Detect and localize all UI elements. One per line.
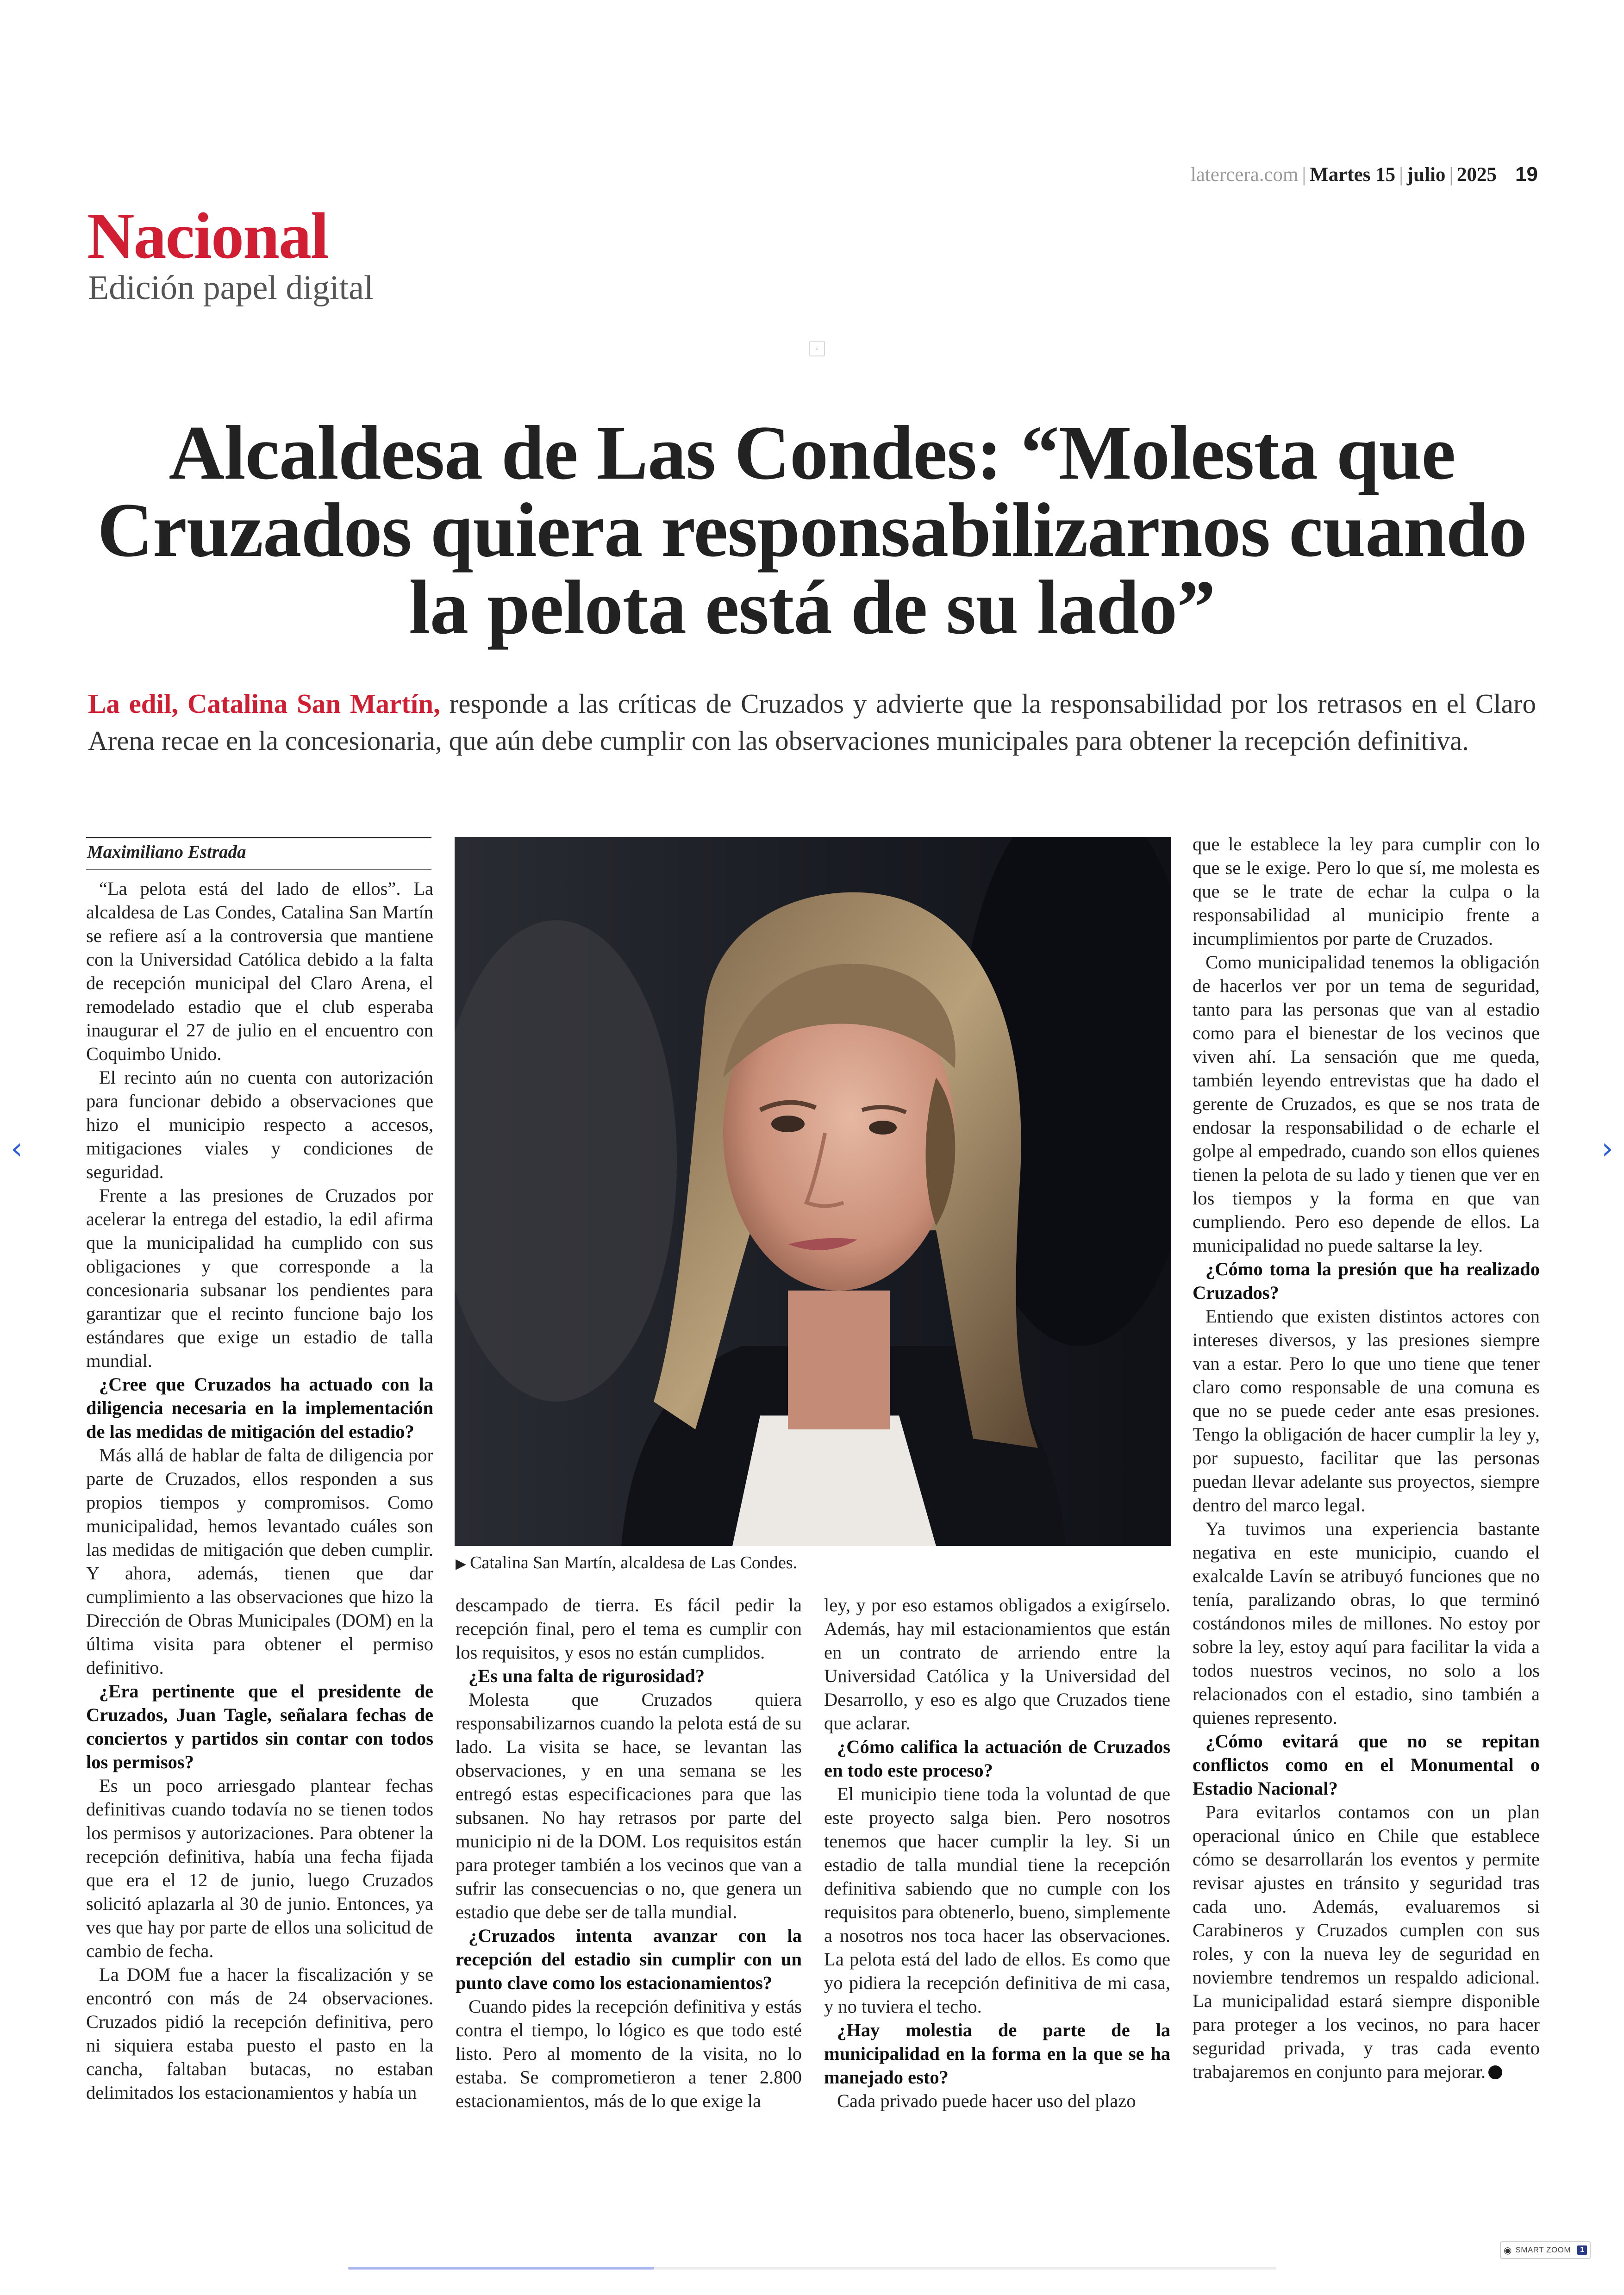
article-paragraph: Ya tuvimos una experiencia bastante negativa en este municipio, cuando el exalcalde Lavín se atribuyó funciones que no tenía, paralizando obras, lo que terminó costándonos miles de millones. No estoy por sobre la ley, estoy aquí para facilitar la vida a todos nuestros vecinos, no solo a los relacionados con el estadio, sino también a quienes represento. bbox=[1193, 1518, 1540, 1728]
interview-question: ¿Cree que Cruzados ha actuado con la diligencia necesaria en la implementación de las medidas de mitigación del estadio? bbox=[86, 1374, 433, 1442]
article-paragraph: Frente a las presiones de Cruzados por acelerar la entrega del estadio, la edil afirma que la municipalidad ha cumplido con sus obligaciones y que corresponde a la concesionaria subsanar los pendientes para garantizar que el recinto funcione bajo los estándares que exige un estadio de talla mundial. bbox=[86, 1185, 433, 1371]
article-column-2 bbox=[456, 1593, 802, 2113]
article-paragraph: descampado de tierra. Es fácil pedir la recepción final, pero el tema es cumplir con los requisitos, y esos no están cumplidos. bbox=[456, 1595, 802, 1663]
article-column-1 bbox=[86, 877, 433, 2104]
deck-lead: La edil, Catalina San Martín, bbox=[88, 688, 440, 719]
article-paragraph: Cuando pides la recepción definitiva y estás contra el tiempo, lo lógico es que todo esté listo. Pero al momento de la visita, no lo estaba. Se comprometieron a tener 2.800 estacionamientos, más de lo que exige la bbox=[456, 1996, 802, 2111]
eye-icon: ◉ bbox=[1504, 2245, 1512, 2256]
byline-rule-top bbox=[86, 837, 431, 838]
ad-marker-icon: ▫ bbox=[809, 341, 825, 356]
article-paragraph: Como municipalidad tenemos la obligación de hacerlos ver por un tema de seguridad, tanto para las personas que van al estadio como para el bienestar de los vecinos que viven ahí. La sensación que me queda, también leyendo entrevistas que ha dado el gerente de Cruzados, es que se nos trata de endosar la responsabilidad o de echarle el golpe al empedrado, cuando son ellos quienes tienen la pelota de su lado y tienen que ver en los tiempos y la forma en que van cumpliendo. Pero eso depende de ellos. La municipalidad no puede saltarse la ley. bbox=[1193, 952, 1540, 1256]
article-paragraph: “La pelota está del lado de ellos”. La alcaldesa de Las Condes, Catalina San Martín se refiere así a la controversia que mantiene con la Universidad Católica debido a la falta de recepción municipal del Claro Arena, el remodelado estadio que el club esperaba inaugurar el 27 de julio en el encuentro con Coquimbo Unido. bbox=[86, 878, 433, 1064]
byline-rule-bottom bbox=[86, 869, 431, 870]
folio-day: Martes 15 bbox=[1310, 164, 1396, 186]
article-paragraph: Es un poco arriesgado plantear fechas definitivas cuando todavía no se tienen todos los permisos y autorizaciones. Para obtener la recepción definitiva, había una fecha fijada que era el 12 de junio, luego Cruzados solicitó aplazarla al 30 de junio. Entonces, ya ves que hay por parte de ellos una solicitud de cambio de fecha. bbox=[86, 1775, 433, 1961]
article-paragraph: Molesta que Cruzados quiera responsabilizarnos cuando la pelota está de su lado. La visita se hace, se levantan las observaciones, y en una semana se les entregó estas especificaciones para que las subsanen. No hay retrasos por parte del municipio ni de la DOM. Los requisitos están para proteger también a los vecinos que van a sufrir las consecuencias o no, que genera un estadio que debe ser de talla mundial. bbox=[456, 1689, 802, 1922]
smart-zoom-count: 1 bbox=[1577, 2245, 1587, 2255]
chevron-right-icon[interactable]: › bbox=[1601, 1132, 1613, 1166]
caption-text: Catalina San Martín, alcaldesa de Las Condes. bbox=[470, 1553, 798, 1572]
interview-question: ¿Cómo toma la presión que ha realizado Cruzados? bbox=[1193, 1259, 1540, 1303]
smart-zoom-label: SMART ZOOM bbox=[1515, 2245, 1571, 2254]
deck-text: responde a las críticas de Cruzados y advierte que la responsabilidad por los retrasos en el Claro Arena recae en la concesionaria, que aún debe cumplir con las observaciones municipales para obtener la recepción definitiva. bbox=[88, 688, 1537, 756]
article-column-3 bbox=[824, 1593, 1170, 2113]
portrait-illustration bbox=[455, 837, 1171, 1546]
article-paragraph: El municipio tiene toda la voluntad de que este proyecto salga bien. Pero nosotros tenemos que hacer cumplir la ley. Si un estadio de talla mundial tiene la recepción definitiva sabiendo que no cumple con los requisitos para obtenerlo, bueno, simplemente a nosotros nos toca hacer las observaciones. La pelota está del lado de ellos. Es como que yo pidiera la recepción definitiva de mi casa, y no tuviera el techo. bbox=[824, 1784, 1170, 2017]
photo-caption bbox=[456, 1552, 1171, 1575]
article-paragraph: Más allá de hablar de falta de diligencia por parte de Cruzados, ellos responden a sus propios tiempos y compromisos. Como municipalidad, hemos levantado cuáles son las medidas de mitigación que deben cumplir. Y ahora, además, tienen que dar cumplimiento a las observaciones que hizo la Dirección de Obras Municipales (DOM) en la última visita para obtener el permiso definitivo. bbox=[86, 1445, 433, 1678]
article-headline: Alcaldesa de Las Condes: “Molesta que Cruzados quiera responsabilizarnos cuando la pelota está de su lado” bbox=[97, 410, 1527, 650]
article-paragraph: Entiendo que existen distintos actores con intereses diversos, y las presiones siempre van a estar. Pero lo que uno tiene que tener claro como responsable de una comuna es que no se puede ceder ante esas presiones. Tengo la obligación de hacer cumplir la ley y, por supuesto, facilitar que las personas puedan llevar adelante sus proyectos, siempre dentro del marco legal. bbox=[1193, 1306, 1540, 1515]
interview-question: ¿Hay molestia de parte de la municipalidad en la forma en la que se ha manejado esto? bbox=[824, 2020, 1170, 2088]
edition-label: Edición papel digital bbox=[88, 269, 374, 307]
byline: Maximiliano Estrada bbox=[87, 842, 246, 862]
end-mark-icon bbox=[1488, 2065, 1502, 2079]
interview-question: ¿Cómo califica la actuación de Cruzados en todo este proceso? bbox=[824, 1736, 1170, 1781]
article-paragraph: La DOM fue a hacer la fiscalización y se encontró con más de 24 observaciones. Cruzados pidió la recepción definitiva, pero ni siquiera estaba puesto el pasto en la cancha, faltaban butacas, no estaban delimitados los estacionamientos y había un bbox=[86, 1964, 433, 2103]
page-number: 19 bbox=[1515, 163, 1538, 186]
article-paragraph: Para evitarlos contamos con un plan operacional único en Chile que establece cómo se desarrollarán los eventos y permite revisar ajustes en tránsito y seguridad tras cada uno. Además, evaluaremos si Carabineros y Cruzados cumplen con sus roles, y con la nueva ley de seguridad en noviembre tendremos un respaldo adicional. La municipalidad estará siempre disponible para proteger a los vecinos, no para hacer seguridad privada, y tras cada evento trabajaremos en conjunto para mejorar. bbox=[1193, 1802, 1540, 2082]
page-progress-fill bbox=[348, 2267, 654, 2270]
article-paragraph: Cada privado puede hacer uso del plazo bbox=[837, 2090, 1136, 2111]
site-name: latercera.com bbox=[1190, 164, 1299, 186]
article-paragraph: ley, y por eso estamos obligados a exigírselo. Además, hay mil estacionamientos que están en un contrato de arriendo entre la Universidad Católica y la Universidad del Desarrollo, y eso es algo que Cruzados tiene que aclarar. bbox=[824, 1595, 1170, 1734]
folio-line: latercera.com | Martes 15 | julio | 2025 19 bbox=[1190, 163, 1538, 186]
article-paragraph: El recinto aún no cuenta con autorización para funcionar debido a observaciones que hizo el municipio respecto a accesos, mitigaciones viales y condiciones de seguridad. bbox=[86, 1067, 433, 1182]
interview-question: ¿Es una falta de rigurosidad? bbox=[468, 1665, 705, 1686]
article-paragraph: que le establece la ley para cumplir con lo que se le exige. Pero lo que sí, me molesta es que se le trate de echar la culpa o la responsabilidad al municipio frente a incumplimientos por parte de Cruzados. bbox=[1193, 834, 1540, 949]
chevron-left-icon[interactable]: ‹ bbox=[11, 1132, 23, 1166]
folio-month: julio bbox=[1406, 164, 1446, 186]
section-title: Nacional bbox=[87, 199, 328, 272]
article-photo bbox=[455, 837, 1171, 1546]
article-deck bbox=[88, 685, 1536, 759]
caption-triangle-icon: ▶ bbox=[456, 1556, 467, 1572]
interview-question: ¿Era pertinente que el presidente de Cruzados, Juan Tagle, señalara fechas de conciertos y partidos sin contar con todos los permisos? bbox=[86, 1681, 433, 1772]
folio-year: 2025 bbox=[1457, 164, 1497, 186]
interview-question: ¿Cómo evitará que no se repitan conflictos como en el Monumental o Estadio Nacional? bbox=[1193, 1731, 1540, 1799]
article-column-4 bbox=[1193, 832, 1540, 2083]
smart-zoom-button[interactable] bbox=[1500, 2241, 1591, 2259]
interview-question: ¿Cruzados intenta avanzar con la recepción del estadio sin cumplir con un punto clave como los estacionamientos? bbox=[456, 1925, 802, 1993]
